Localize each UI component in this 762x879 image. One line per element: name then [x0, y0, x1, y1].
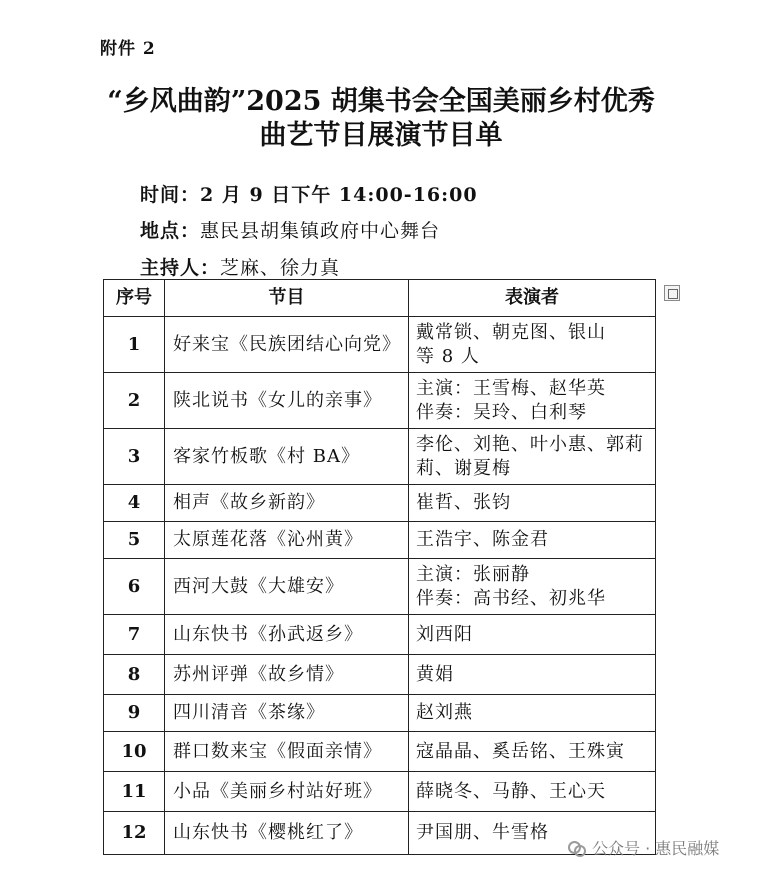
program-name: 西河大鼓《大雄安》 [165, 559, 409, 615]
row-number: 6 [104, 559, 165, 615]
table-row [104, 655, 656, 695]
event-time [140, 180, 478, 207]
program-name: 好来宝《民族团结心向党》 [165, 317, 409, 373]
host-label: 主持人： [140, 257, 221, 279]
performer-line: 主演：王雪梅、赵华英 [416, 377, 606, 399]
performer-line: 刘西阳 [416, 623, 473, 645]
row-number: 7 [104, 615, 165, 655]
performer-line: 王浩宇、陈金君 [416, 529, 549, 550]
row-number: 3 [104, 429, 165, 485]
performer-line: 戴常锁、朝克图、银山 [416, 321, 606, 343]
program-table [103, 279, 656, 855]
row-number: 1 [104, 317, 165, 373]
performer-line: 寇晶晶、奚岳铭、王殊寅 [416, 740, 625, 762]
performers-cell [409, 615, 656, 655]
time-value: 2 月 9 日下午 14:00-16:00 [200, 184, 478, 206]
table-row [104, 615, 656, 655]
performer-line: 尹国朋、牛雪格 [416, 822, 549, 843]
performers-cell [409, 522, 656, 559]
document-title-line-2: 曲艺节目展演节目单 [259, 120, 503, 151]
table-handle-icon[interactable] [664, 285, 680, 301]
program-name: 苏州评弹《故乡情》 [165, 655, 409, 695]
program-name: 山东快书《樱桃红了》 [165, 812, 409, 855]
performer-line: 黄娟 [416, 663, 454, 685]
row-number: 10 [104, 732, 165, 772]
performers-cell [409, 317, 656, 373]
table-header-row [104, 280, 656, 317]
program-name: 群口数来宝《假面亲情》 [165, 732, 409, 772]
watermark-text: 公众号 · 惠民融媒 [592, 839, 720, 858]
header-performers: 表演者 [409, 280, 656, 317]
performers-cell [409, 695, 656, 732]
host-value: 芝麻、徐力真 [220, 257, 341, 279]
performer-line: 主演：张丽静 [416, 563, 530, 585]
program-name: 山东快书《孙武返乡》 [165, 615, 409, 655]
table-row [104, 317, 656, 373]
table-row [104, 559, 656, 615]
header-program: 节目 [165, 280, 409, 317]
performer-line: 薛晓冬、马静、王心天 [416, 780, 606, 802]
performers-cell [409, 732, 656, 772]
performer-line: 伴奏：高书经、初兆华 [416, 587, 606, 609]
program-name: 太原莲花落《沁州黄》 [165, 522, 409, 559]
row-number: 8 [104, 655, 165, 695]
performers-cell [409, 559, 656, 615]
table-row [104, 732, 656, 772]
performer-line: 等 8 人 [416, 345, 480, 367]
performer-line: 李伦、刘艳、叶小惠、郭莉 [416, 433, 644, 455]
program-name: 小品《美丽乡村站好班》 [165, 772, 409, 812]
row-number: 11 [104, 772, 165, 812]
header-no: 序号 [104, 280, 165, 317]
place-value: 惠民县胡集镇政府中心舞台 [200, 220, 441, 242]
event-place [140, 216, 440, 243]
row-number: 5 [104, 522, 165, 559]
table-row [104, 522, 656, 559]
performers-cell [409, 485, 656, 522]
table-row [104, 772, 656, 812]
program-name: 相声《故乡新韵》 [165, 485, 409, 522]
row-number: 9 [104, 695, 165, 732]
place-label: 地点： [140, 220, 201, 242]
row-number: 4 [104, 485, 165, 522]
table-row [104, 429, 656, 485]
table-row [104, 373, 656, 429]
performers-cell [409, 373, 656, 429]
watermark [568, 836, 719, 859]
program-name: 客家竹板歌《村 BA》 [165, 429, 409, 485]
performer-line: 赵刘燕 [416, 702, 473, 723]
performer-line: 伴奏：吴玲、白利琴 [416, 401, 587, 423]
time-label: 时间： [140, 184, 201, 206]
performer-line: 莉、谢夏梅 [416, 457, 511, 479]
table-row [104, 695, 656, 732]
wechat-icon [568, 839, 586, 857]
performers-cell [409, 772, 656, 812]
event-host [140, 253, 340, 280]
performers-cell [409, 655, 656, 695]
program-name: 四川清音《茶缘》 [165, 695, 409, 732]
document-title-line-1: “乡风曲韵”2025 胡集书会全国美丽乡村优秀 [107, 86, 655, 117]
row-number: 2 [104, 373, 165, 429]
table-row [104, 485, 656, 522]
performers-cell [409, 429, 656, 485]
program-rows [104, 317, 656, 855]
row-number: 12 [104, 812, 165, 855]
attachment-label: 附件 2 [100, 39, 156, 59]
program-name: 陕北说书《女儿的亲事》 [165, 373, 409, 429]
performer-line: 崔哲、张钧 [416, 492, 511, 513]
